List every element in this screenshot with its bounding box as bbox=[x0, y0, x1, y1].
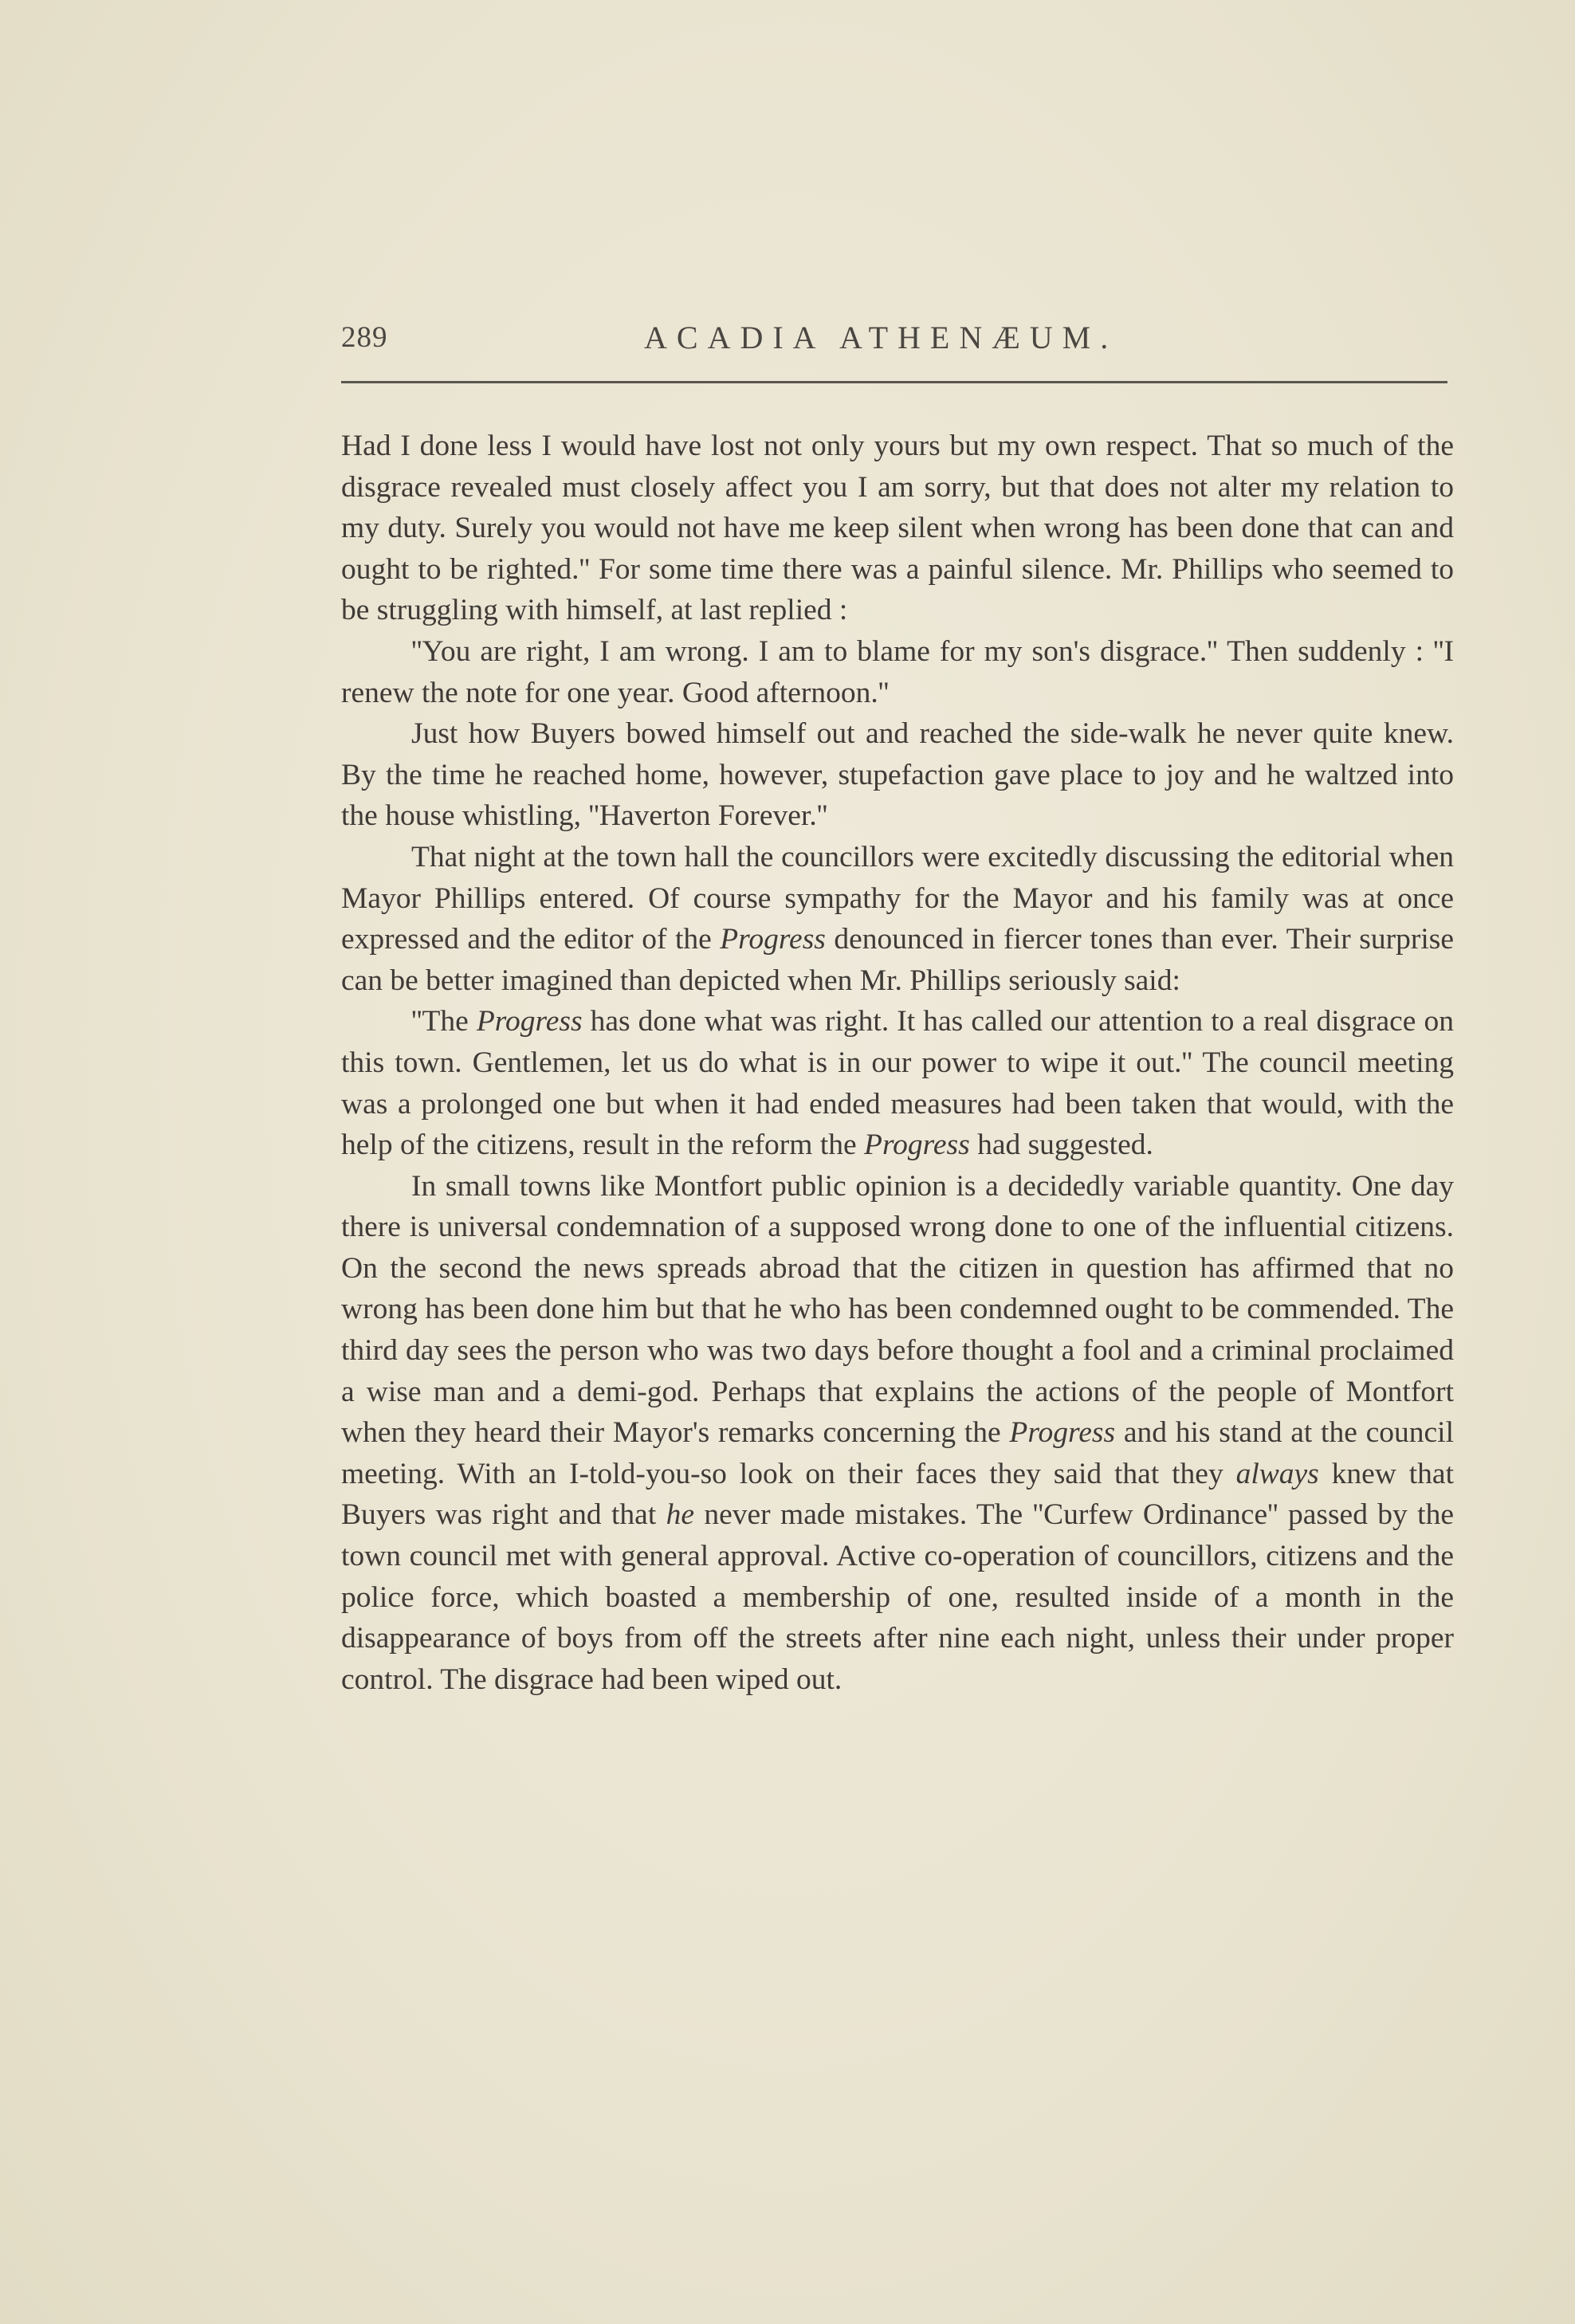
paragraph bbox=[341, 631, 1454, 713]
article-body bbox=[341, 426, 1454, 1700]
text-run: had suggested. bbox=[969, 1129, 1153, 1162]
text-run: has done what was right. It has called our attention to a real disgrace on this town. Gentlemen, let us do what is in our power to wipe it out.'' The council meeting was a prolonged one but when it had ended measures had been taken that would, with the help of the citizens, result in the reform the bbox=[341, 1005, 1454, 1162]
text-run: and his stand at the council meeting. With an I-told-you-so look on their faces they said that they bbox=[341, 1416, 1454, 1490]
italic-text-run: always bbox=[1235, 1457, 1319, 1490]
header-rule bbox=[341, 381, 1447, 383]
paragraph bbox=[341, 426, 1454, 631]
text-run: ''The bbox=[411, 1005, 477, 1038]
italic-text-run: he bbox=[666, 1498, 695, 1532]
text-run: knew that Buyers was right and that bbox=[341, 1457, 1454, 1532]
text-run: Had I done less I would have lost not only yours but my own respect. That so much of the disgrace revealed must closely affect you I am sorry, but that does not alter my relation to my duty. Surely you would not have me keep silent when wrong has been done that can and ought to be righted.'' For some time there was a painful silence. Mr. Phillips who seemed to be struggling with himself, at last replied : bbox=[341, 430, 1454, 627]
text-run: In small towns like Montfort public opinion is a decidedly variable quantity. One day there is universal condemnation of a supposed wrong done to one of the influential citizens. On the second the news spreads abroad that the citizen in question has affirmed that no wrong has been done him but that he who has been condemned ought to be commended. The third day sees the person who was two days before thought a fool and a criminal proclaimed a wise man and a demi-god. Perhaps that explains the actions of the people of Montfort when they heard their Mayor's remarks concerning the bbox=[341, 1169, 1454, 1450]
paragraph bbox=[341, 837, 1454, 1001]
text-run: never made mistakes. The ''Curfew Ordinance'' passed by the town council met with general approval. Active co-operation of councillors, citizens and the police force, which boasted a membership of one, resulted inside of a month in the disappearance of boys from off the streets after nine each night, unless their under proper control. The disgrace had been wiped out. bbox=[341, 1498, 1454, 1696]
text-run: denounced in fiercer tones than ever. Their surprise can be better imagined than depicted when Mr. Phillips seriously said: bbox=[341, 923, 1454, 997]
page-header bbox=[341, 312, 1447, 360]
paragraph bbox=[341, 1166, 1454, 1701]
italic-text-run: Progress bbox=[1009, 1416, 1116, 1450]
italic-text-run: Progress bbox=[864, 1129, 970, 1162]
italic-text-run: Progress bbox=[720, 923, 826, 956]
italic-text-run: Progress bbox=[476, 1005, 583, 1038]
running-title: ACADIA ATHENÆUM. bbox=[644, 320, 1118, 355]
paragraph bbox=[341, 713, 1454, 837]
page-number: 289 bbox=[341, 321, 388, 354]
text-run: That night at the town hall the councillors were excitedly discussing the editorial when Mayor Phillips entered. Of course sympathy for the Mayor and his family was at once expressed and the editor of the bbox=[341, 840, 1454, 956]
paragraph bbox=[341, 1001, 1454, 1165]
text-run: ''You are right, I am wrong. I am to blame for my son's disgrace.'' Then suddenly : ''I renew the note for one year. Good afternoon.'' bbox=[341, 634, 1454, 709]
text-run: Just how Buyers bowed himself out and reached the side-walk he never quite knew. By the time he reached home, however, stupefaction gave place to joy and he waltzed into the house whistling, ''Haverton Forever.'' bbox=[341, 717, 1454, 833]
